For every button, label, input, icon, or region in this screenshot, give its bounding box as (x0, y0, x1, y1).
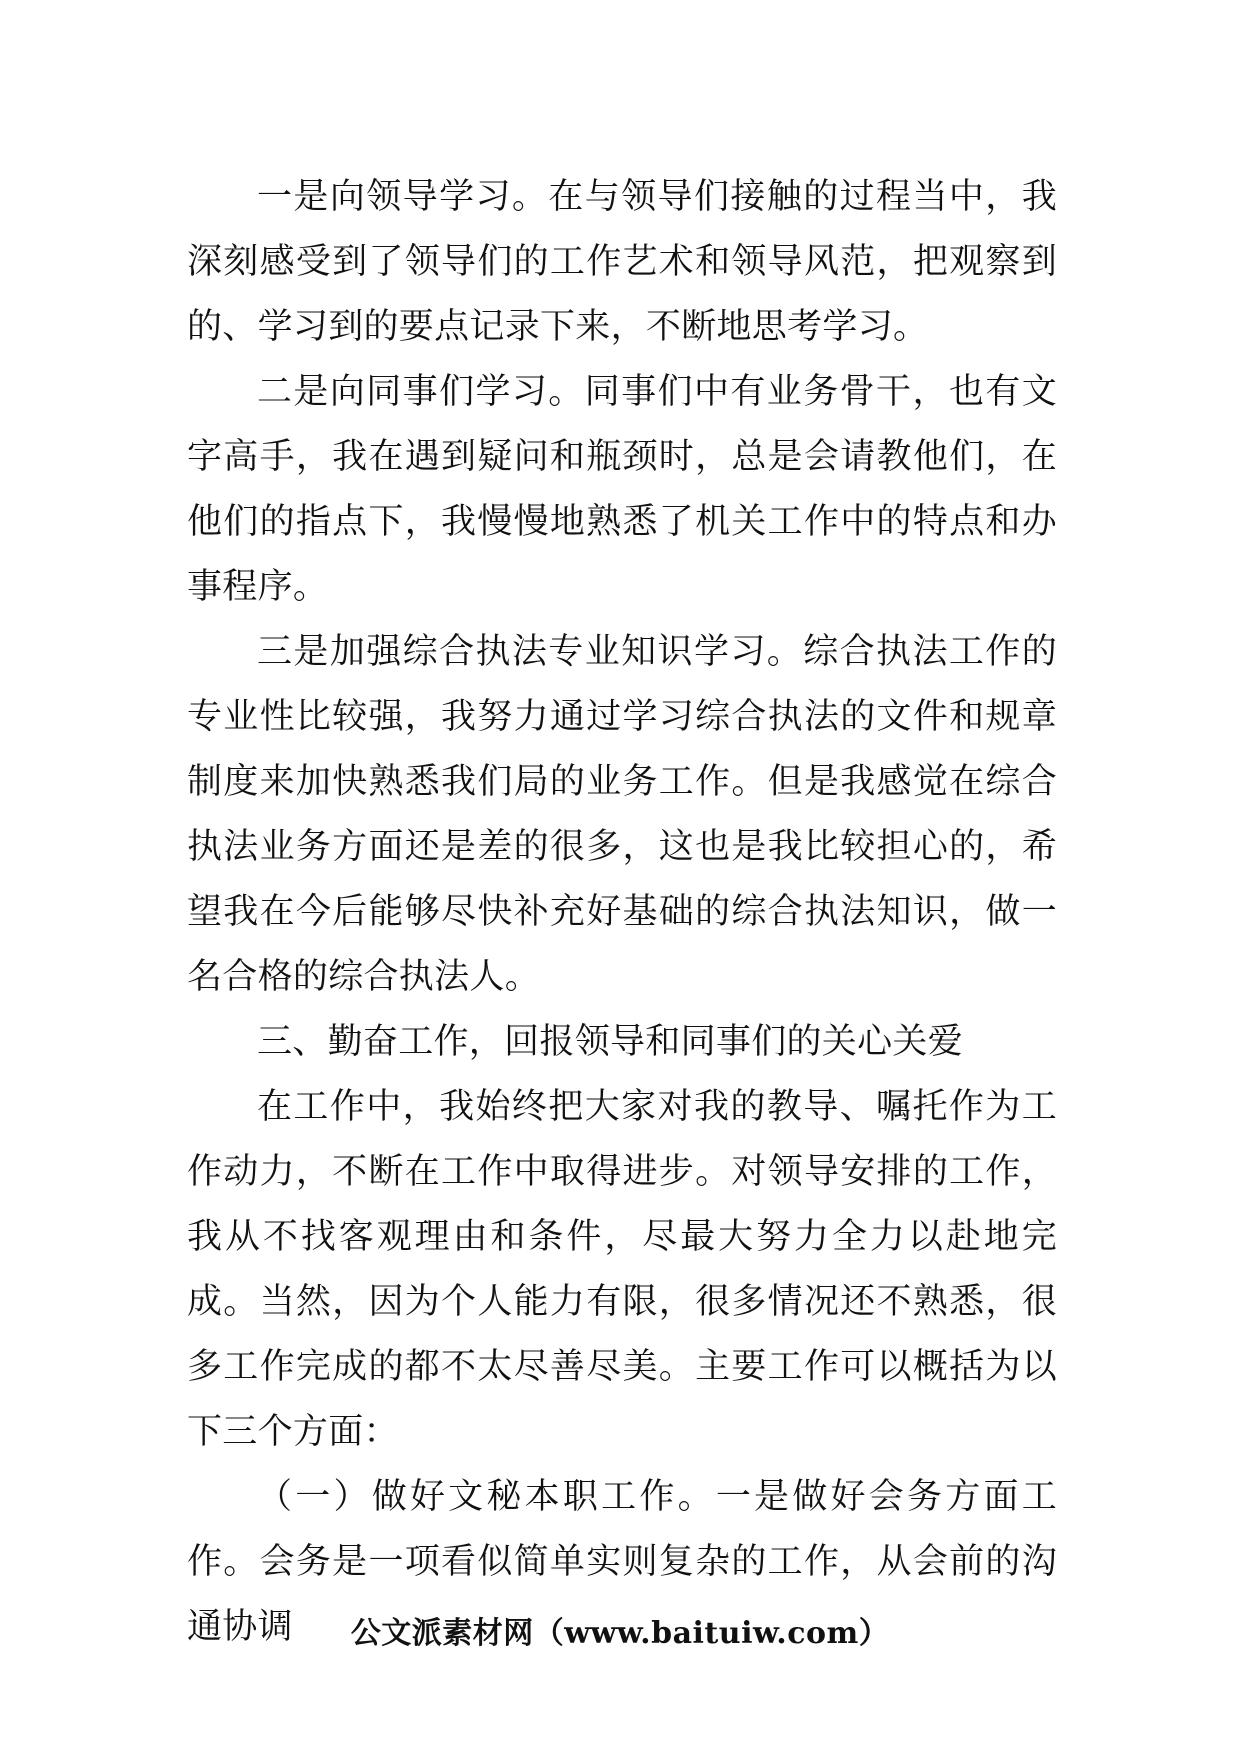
paragraph-work-attitude: 在工作中，我始终把大家对我的教导、嘱托作为工作动力，不断在工作中取得进步。对领导安排的工作，我从不找客观理由和条件，尽最大努力全力以赴地完成。当然，因为个人能力有限，很多情况还不熟悉，很多工作完成的都不太尽善尽美。主要工作可以概括为以下三个方面： (187, 1087, 1057, 1452)
paragraph-learn-from-colleagues: 二是向同事们学习。同事们中有业务骨干，也有文字高手，我在遇到疑问和瓶颈时，总是会请教他们，在他们的指点下，我慢慢地熟悉了机关工作中的特点和办事程序。 (187, 372, 1057, 607)
paragraph-secretarial-duties: （一）做好文秘本职工作。一是做好会务方面工作。会务是一项看似简单实则复杂的工作，从会前的沟通协调 (187, 1477, 1057, 1647)
section-heading-hard-work: 三、勤奋工作，回报领导和同事们的关心关爱 (257, 1022, 964, 1062)
footer-watermark: 公文派素材网（www.baituiw.com） (350, 1616, 890, 1651)
paragraph-learn-from-leaders: 一是向领导学习。在与领导们接触的过程当中，我深刻感受到了领导们的工作艺术和领导风范，把观察到的、学习到的要点记录下来，不断地思考学习。 (187, 177, 1057, 347)
paragraph-enforcement-study: 三是加强综合执法专业知识学习。综合执法工作的专业性比较强，我努力通过学习综合执法的文件和规章制度来加快熟悉我们局的业务工作。但是我感觉在综合执法业务方面还是差的很多，这也是我比较担心的，希望我在今后能够尽快补充好基础的综合执法知识，做一名合格的综合执法人。 (187, 632, 1057, 997)
document-body (187, 165, 1057, 1660)
